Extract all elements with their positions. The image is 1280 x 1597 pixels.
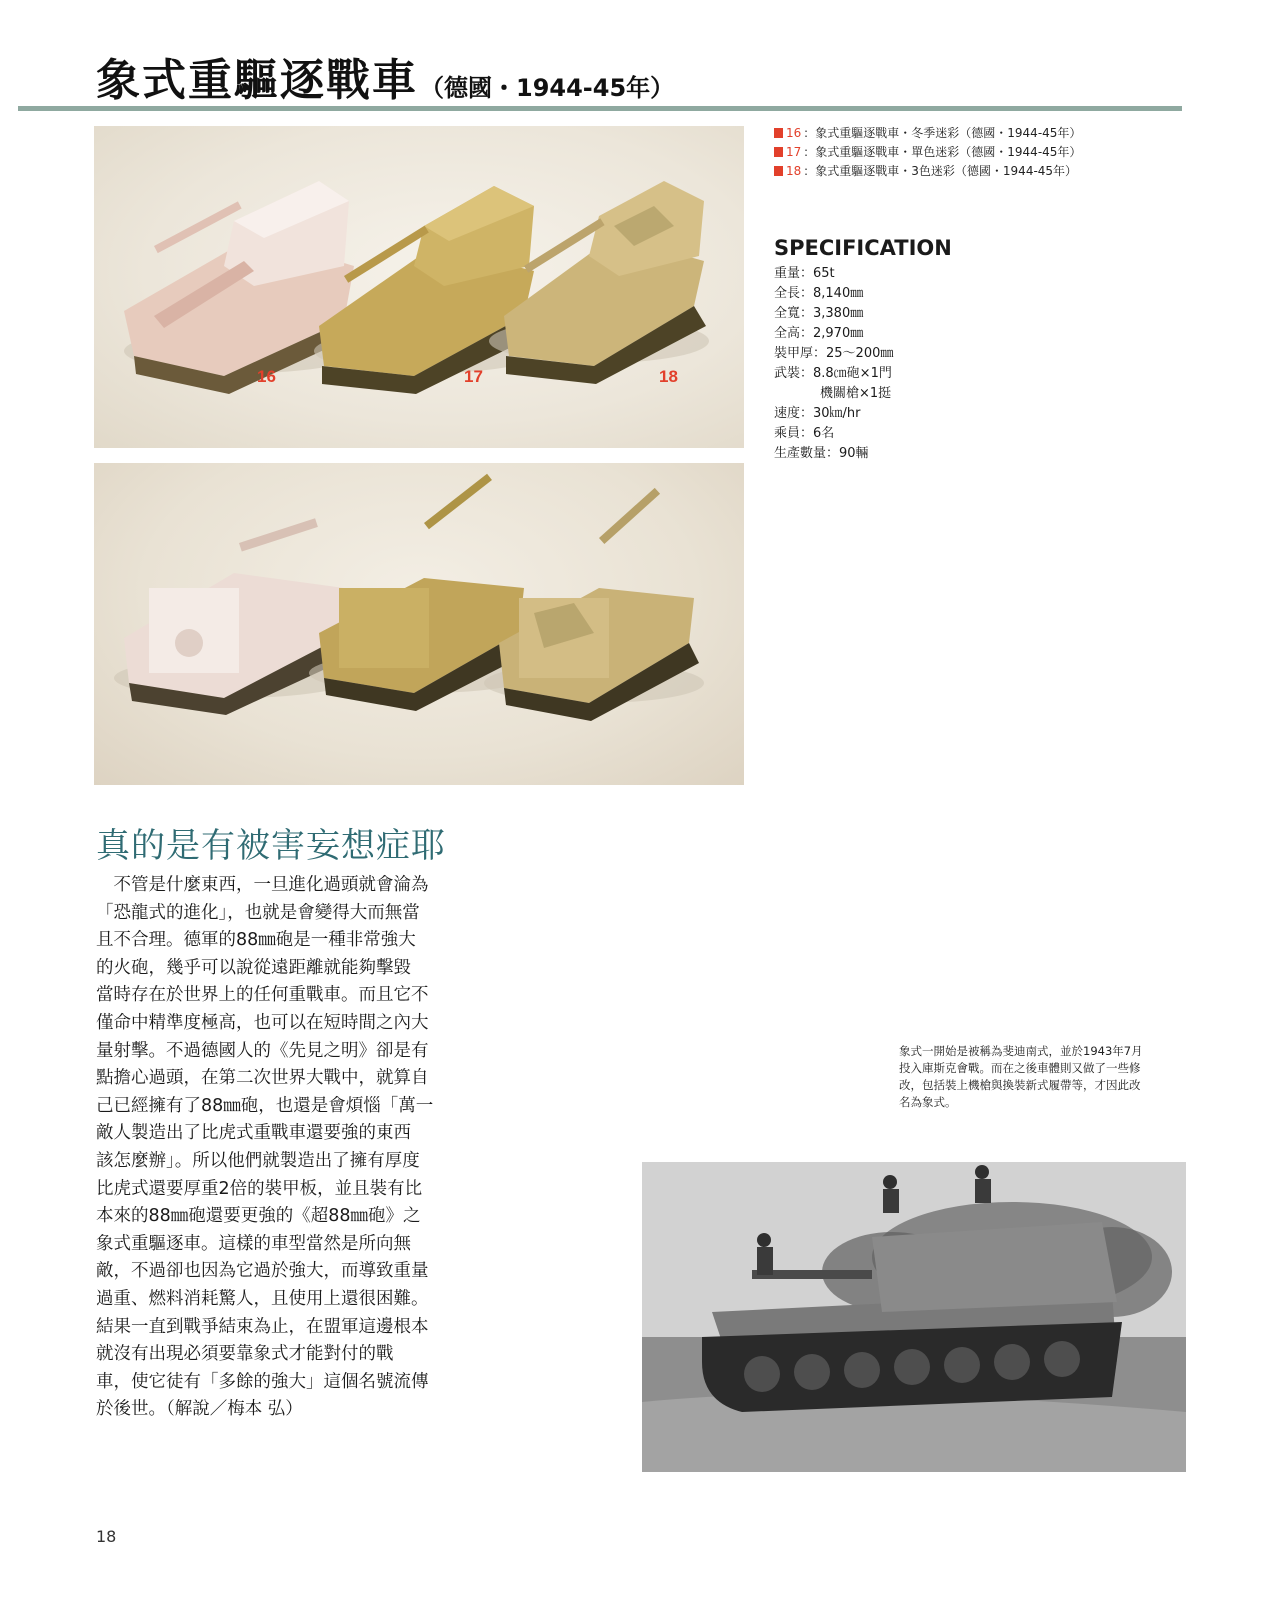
historical-photo-art — [642, 1162, 1186, 1472]
article-line: 過重、燃料消耗驚人，且使用上還很困難。 — [96, 1288, 429, 1309]
spec-row: 全寬：3,380㎜ — [774, 306, 864, 321]
article-heading: 真的是有被害妄想症耶 — [96, 826, 446, 866]
article-line: 該怎麼辦」。所以他們就製造出了擁有厚度 — [96, 1150, 420, 1171]
article-line: 敵，不過卻也因為它過於強大，而導致重量 — [96, 1261, 429, 1282]
article-line: 己已經擁有了88㎜砲，也還是會煩惱「萬一 — [96, 1095, 434, 1116]
article-line: 「恐龍式的進化」，也就是會變得大而無當 — [96, 902, 420, 923]
model-photo-front — [94, 126, 744, 448]
legend-marker — [774, 128, 783, 138]
spec-heading: SPECIFICATION — [774, 236, 952, 260]
historical-photo — [642, 1162, 1186, 1472]
model-photo-front-art — [94, 126, 744, 448]
photo-label-17: 17 — [464, 367, 483, 386]
article-line: 敵人製造出了比虎式重戰車還要強的東西 — [96, 1123, 411, 1144]
legend-text: ：象式重驅逐戰車・3色迷彩（德國・1944-45年） — [803, 164, 1078, 178]
article-line: 象式重驅逐車。這樣的車型當然是所向無 — [96, 1233, 411, 1254]
spec-row: 重量：65t — [774, 266, 835, 281]
title-divider — [18, 106, 1182, 111]
legend-number: 18 — [786, 164, 802, 178]
article-line: 當時存在於世界上的任何重戰車。而且它不 — [96, 985, 429, 1006]
article-line: 就沒有出現必須要靠象式才能對付的戰 — [96, 1344, 394, 1365]
legend-number: 17 — [786, 145, 802, 159]
legend-item — [774, 143, 1081, 162]
tank-16-rear-model — [114, 518, 354, 715]
photo-label-18: 18 — [659, 367, 678, 386]
article-line: 於後世。（解說／梅本 弘） — [96, 1399, 303, 1420]
legend-number: 16 — [786, 126, 802, 140]
article-line: 車，使它徒有「多餘的強大」這個名號流傳 — [96, 1371, 429, 1392]
page-title: 象式重驅逐戰車 — [96, 55, 418, 106]
caption-line: 投入庫斯克會戰。而在之後車體則又做了一些修 — [899, 1061, 1141, 1075]
model-legend — [774, 124, 1081, 181]
caption-line: 名為象式。 — [899, 1095, 957, 1109]
specification-box — [774, 236, 952, 464]
article-line: 且不合理。德軍的88㎜砲是一種非常強大 — [96, 930, 416, 951]
spec-row: 乘員：6名 — [774, 426, 835, 441]
legend-text: ：象式重驅逐戰車・單色迷彩（德國・1944-45年） — [803, 145, 1082, 159]
spec-row: 武裝：8.8㎝砲×1門 — [774, 366, 892, 381]
article-line: 僅命中精準度極高，也可以在短時間之內大 — [96, 1012, 429, 1033]
legend-item — [774, 124, 1081, 143]
spec-row: 速度：30㎞/hr — [774, 406, 861, 421]
model-photo-rear-art — [94, 463, 744, 785]
caption-line: 改，包括裝上機槍與換裝新式履帶等，才因此改 — [899, 1078, 1141, 1092]
title-block — [96, 44, 418, 104]
page-number: 18 — [96, 1527, 117, 1546]
photo-caption — [899, 1043, 1189, 1111]
page-subtitle: （德國・1944-45年） — [420, 74, 675, 102]
article-body — [96, 872, 446, 1424]
spec-row: 全長：8,140㎜ — [774, 286, 864, 301]
legend-text: ：象式重驅逐戰車・冬季迷彩（德國・1944-45年） — [803, 126, 1082, 140]
spec-row: 全高：2,970㎜ — [774, 326, 864, 341]
article-line: 結果一直到戰爭結束為止，在盟軍這邊根本 — [96, 1316, 429, 1337]
legend-marker — [774, 147, 783, 157]
spec-row: 機關槍×1挺 — [820, 386, 892, 401]
article-line: 本來的88㎜砲還要更強的《超88㎜砲》之 — [96, 1206, 421, 1227]
model-photo-rear — [94, 463, 744, 785]
spec-row: 裝甲厚：25～200㎜ — [774, 346, 894, 361]
article-line: 的火砲，幾乎可以說從遠距離就能夠擊毀 — [96, 957, 411, 978]
legend-item — [774, 162, 1081, 181]
article-line: 比虎式還要厚重2倍的裝甲板，並且裝有比 — [96, 1178, 423, 1199]
legend-marker — [774, 166, 783, 176]
article-line: 量射擊。不過德國人的《先見之明》卻是有 — [96, 1040, 429, 1061]
spec-row: 生產數量：90輛 — [774, 446, 869, 461]
caption-line: 象式一開始是被稱為斐迪南式，並於1943年7月 — [899, 1044, 1143, 1058]
article-line: 點擔心過頭，在第二次世界大戰中，就算自 — [96, 1068, 429, 1089]
article-line: 不管是什麼東西，一旦進化過頭就會淪為 — [96, 875, 429, 895]
photo-label-16: 16 — [257, 367, 276, 386]
